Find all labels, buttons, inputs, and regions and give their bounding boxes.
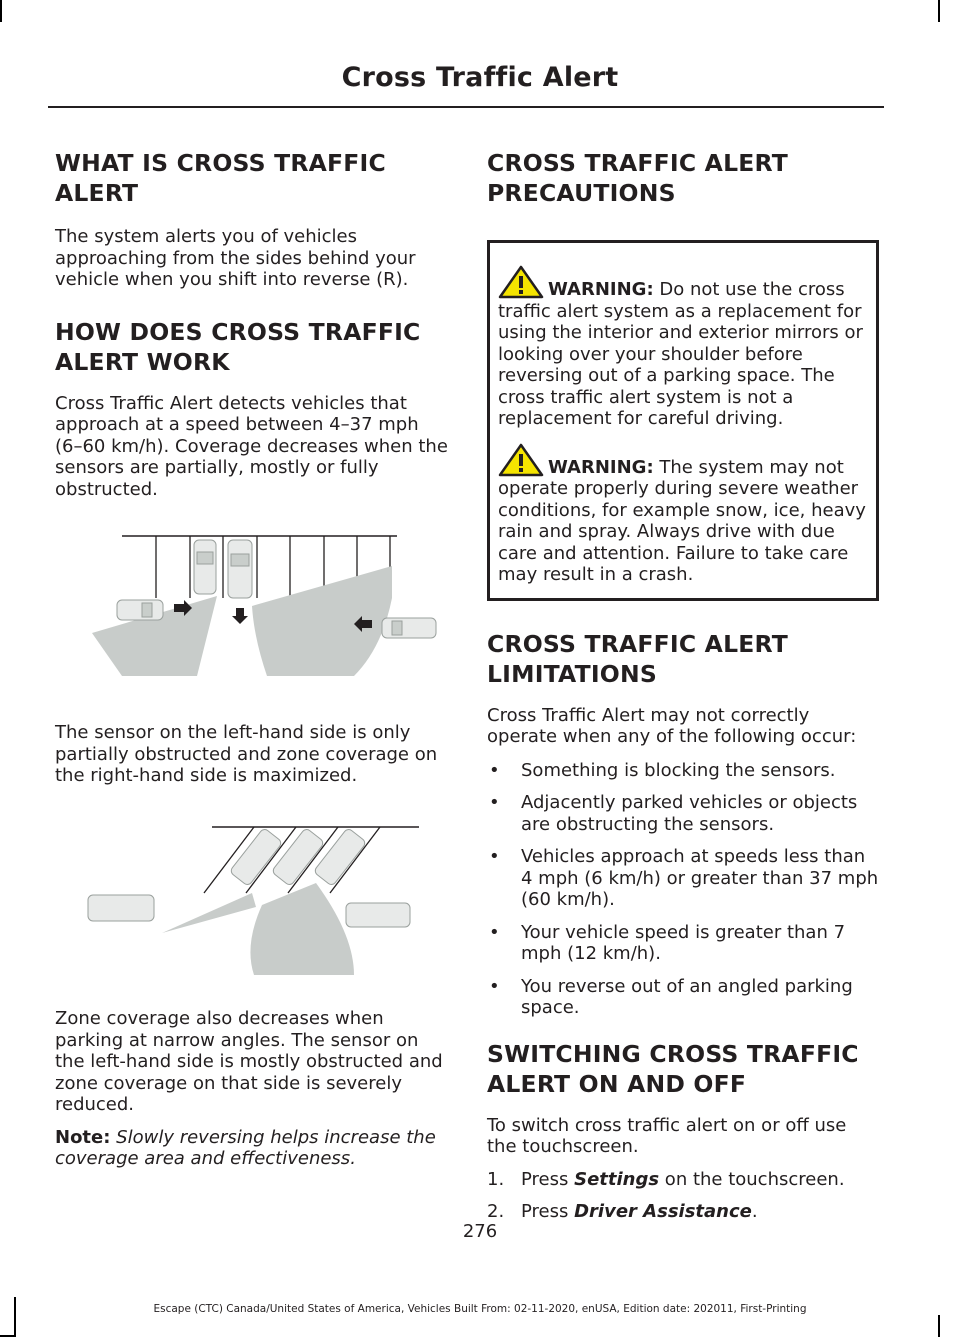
list-item: 2. Press Driver Assistance. [487,1201,758,1222]
angled-car-1 [229,828,282,887]
switching-heading: SWITCHING CROSS TRAFFIC ALERT ON AND OFF [487,1039,859,1098]
page-number: 276 [462,1221,498,1242]
approaching-car-left [117,600,163,620]
note-label: Note: [55,1126,111,1148]
note-paragraph [55,1127,450,1170]
how-works-heading: HOW DOES CROSS TRAFFIC ALERT WORK [55,317,421,376]
angled-car-3 [313,828,366,887]
approaching-car-right-2 [346,903,410,927]
warning-triangle-icon [498,265,544,299]
list-item: • Adjacently parked vehicles or objects are obstructing the sensors. [489,792,858,835]
warning-1 [498,265,868,430]
angled-car-2 [271,828,324,887]
limitations-intro: Cross Traffic Alert may not correctly operate when any of the following occur: [487,704,857,747]
zone-section [55,1008,450,1170]
list-item: • Your vehicle speed is greater than 7 mph (12 km/h). [489,921,846,964]
precautions-heading: CROSS TRAFFIC ALERT PRECAUTIONS [487,149,788,207]
warning-2-label: WARNING: [548,456,654,478]
how-works-text: Cross Traffic Alert detects vehicles that approach at a speed between 4–37 mph (6–60 km/h). Coverage decreases when the sensors are partially, mostly or fully obstructed. [55,392,448,500]
list-item: • Something is blocking the sensors. [489,759,836,781]
limitations-heading: CROSS TRAFFIC ALERT LIMITATIONS [487,629,788,688]
limitations-list [487,760,879,1019]
sensor-text: The sensor on the left-hand side is only partially obstructed and zone coverage on the right-hand side is maximized. [55,722,438,786]
straight-parking-coverage-figure [92,528,442,680]
list-item: • Vehicles approach at speeds less than 4 mph (6 km/h) or greater than 37 mph (60 km/h). [489,846,879,910]
switching-intro: To switch cross traffic alert on or off use the touchscreen. [487,1114,847,1157]
edition-footer: Escape (CTC) Canada/United States of America, Vehicles Built From: 02-11-2020, enUSA, Edition date: 202011, First-Printing [153,1303,807,1315]
approaching-car-left-2 [88,895,154,921]
warning-2-text: The system may not operate properly during severe weather conditions, for example snow, ice, heavy rain and spray. Always drive with due care and attention. Failure to take care may result in a crash. [498,456,866,585]
what-is-heading: WHAT IS CROSS TRAFFIC ALERT [55,149,386,207]
list-item: 1. Press Settings on the touchscreen. [487,1168,845,1190]
crop-mark-bottom-right [938,1315,940,1337]
left-column [55,148,450,500]
list-item: • You reverse out of an angled parking space. [489,975,853,1018]
approaching-car-right [382,618,436,638]
what-is-text: The system alerts you of vehicles approaching from the sides behind your vehicle when you shift into reverse (R). [55,226,416,290]
crop-mark-top-left [0,0,2,22]
warning-2 [498,443,868,586]
warning-1-label: WARNING: [548,279,654,300]
zone-text: Zone coverage also decreases when parking at narrow angles. The sensor on the left-hand side is mostly obstructed and zone coverage on that side is severely reduced. [55,1008,443,1115]
warning-1-text: Do not use the cross traffic alert system as a replacement for using the interior and exterior mirrors or looking over your shoulder before reversing out of a parking space. The cross traffic alert system is not a replacement for careful driving. [498,279,863,429]
parked-car-1 [194,540,216,594]
right-column [487,148,879,1234]
switching-steps [487,1169,879,1223]
crop-mark-top-right [938,0,940,22]
note-text: Slowly reversing helps increase the coverage area and effectiveness. [55,1126,436,1169]
page-title: Cross Traffic Alert [341,62,619,93]
warning-triangle-icon [498,443,544,477]
warning-box [487,240,879,601]
angled-parking-coverage-figure [84,815,424,975]
reversing-car [228,540,252,598]
header-rule [48,106,884,108]
